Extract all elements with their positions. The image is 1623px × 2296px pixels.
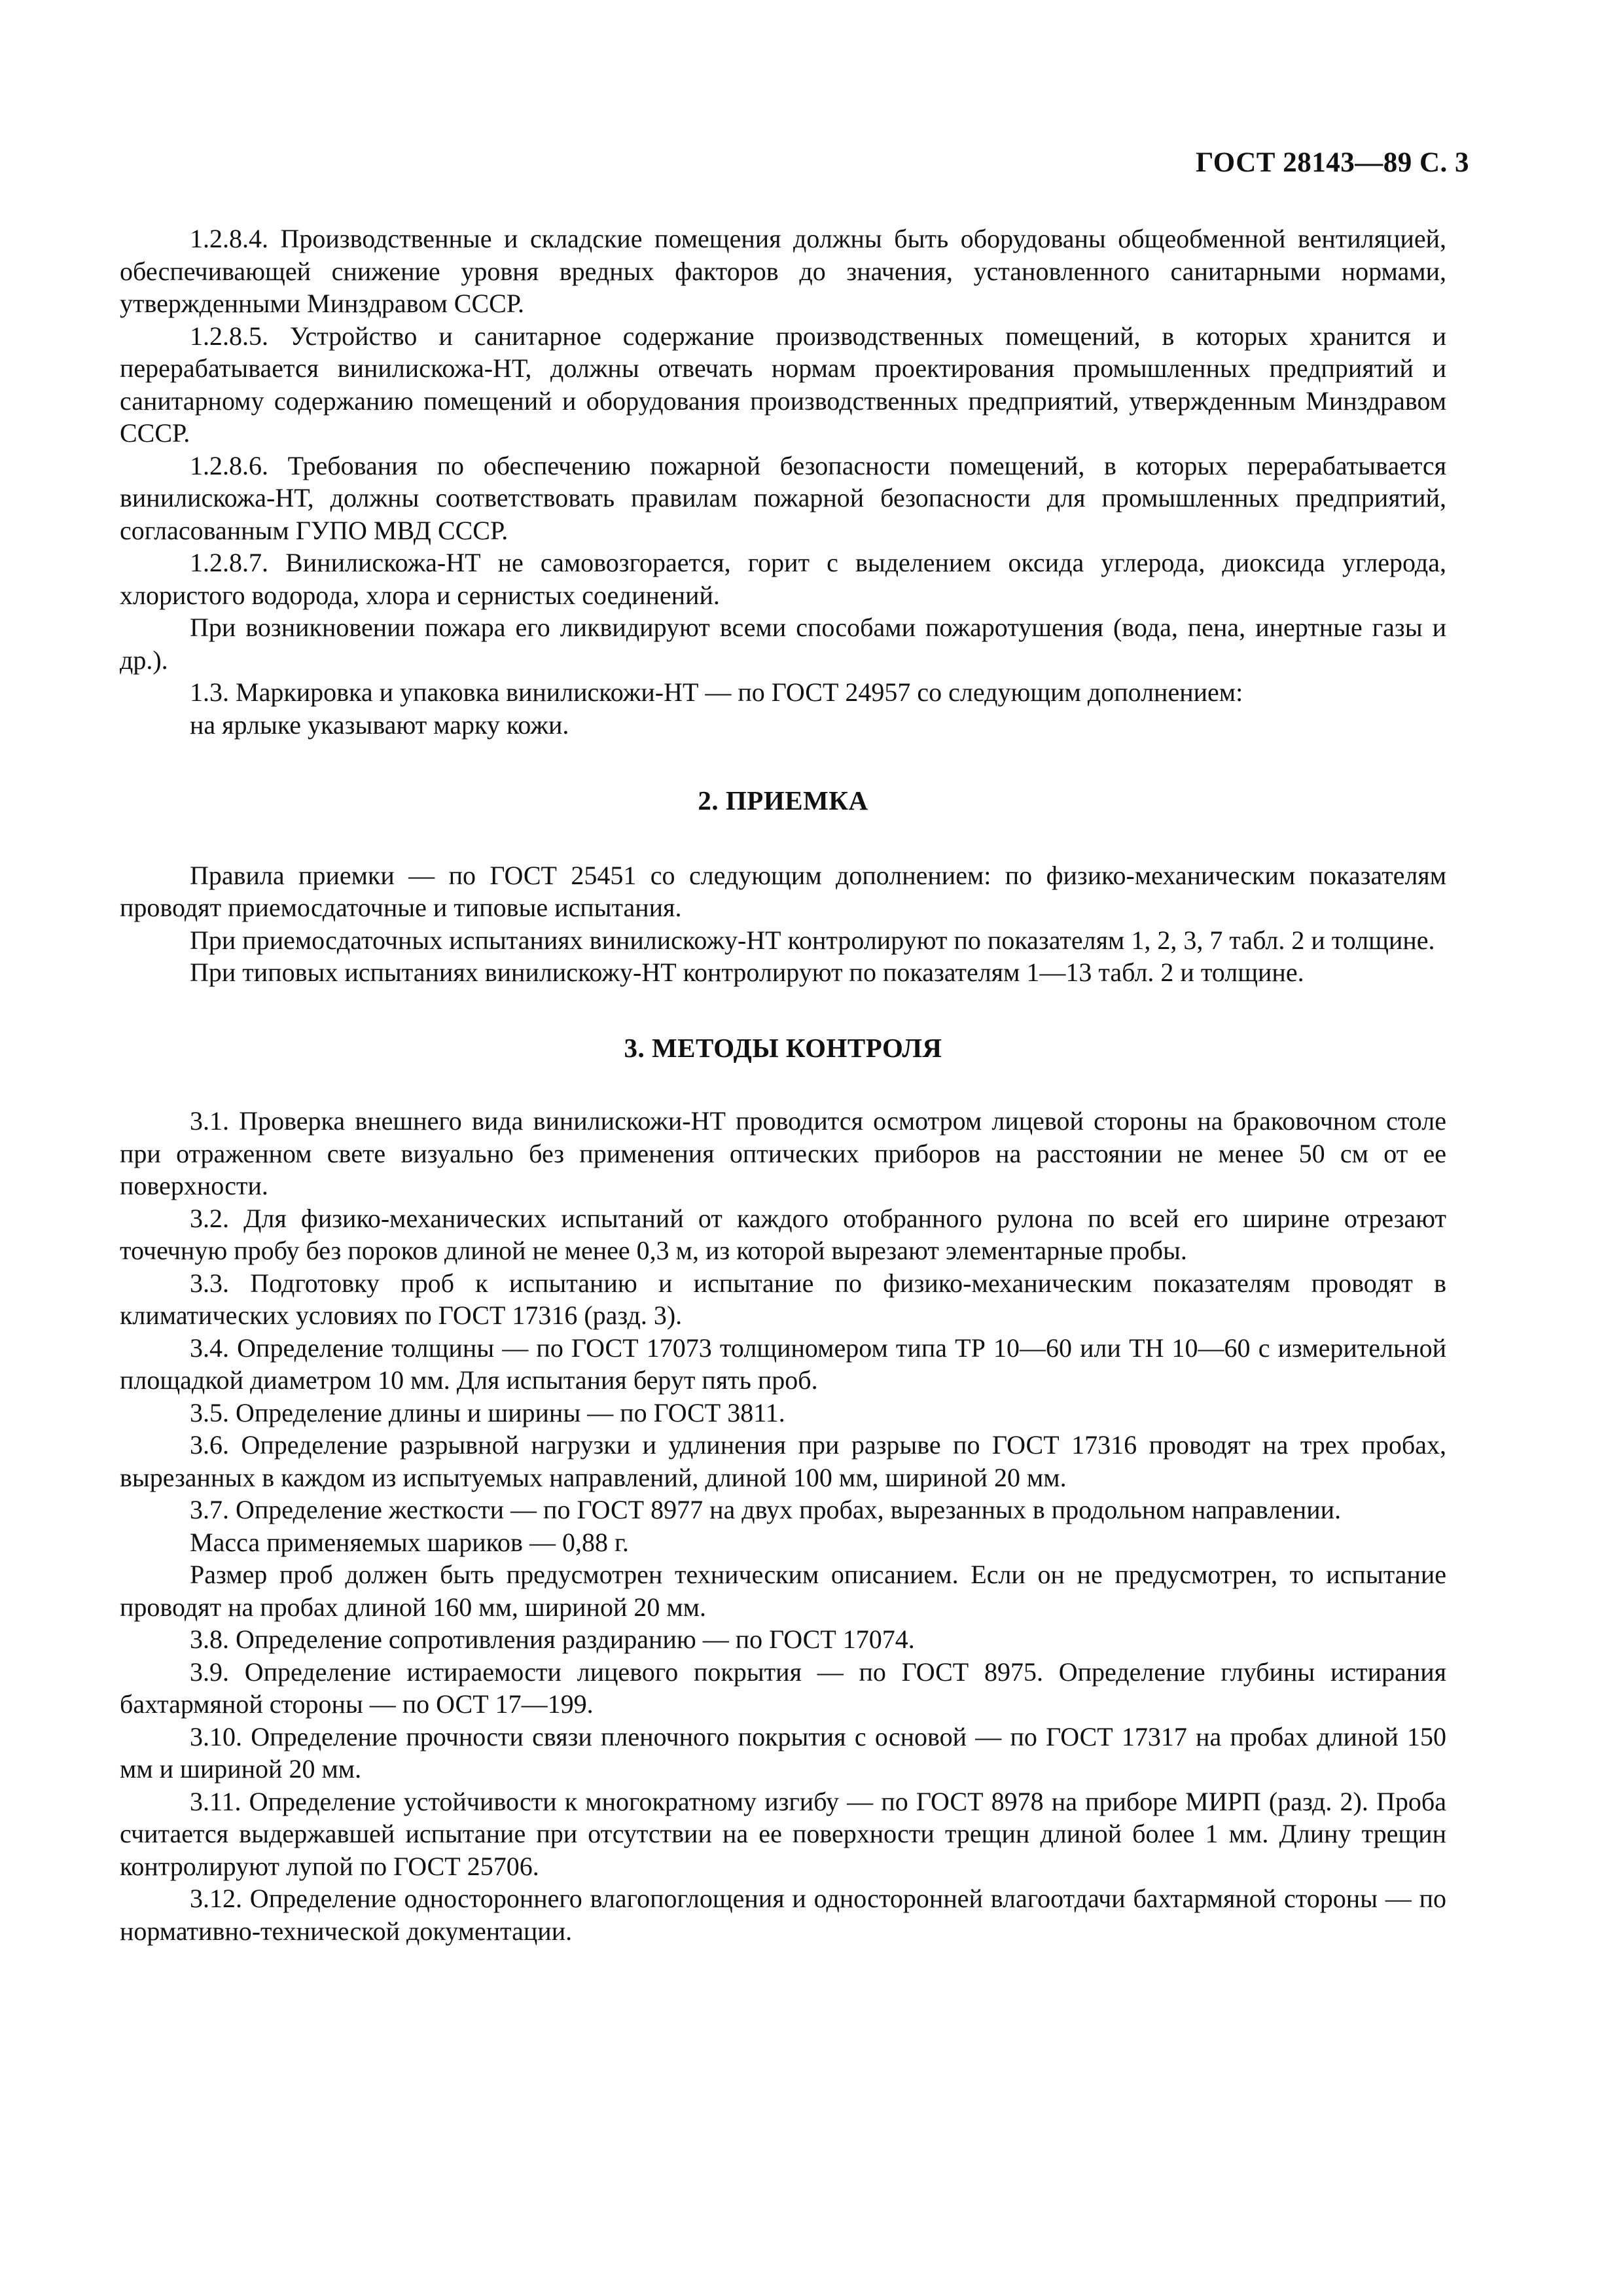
section-title-test-methods: 3. МЕТОДЫ КОНТРОЛЯ	[624, 1032, 942, 1063]
paragraph-3-7: 3.7. Определение жесткости — по ГОСТ 8977 на двух пробах, вырезанных в продольном направлении.	[190, 1495, 1342, 1524]
paragraph-sample-size: Размер проб должен быть предусмотрен техническим описанием. Если он не предусмотрен, то испытание проводят на пробах длиной 160 мм, шириной 20 мм.	[120, 1560, 1446, 1622]
intro-block	[120, 223, 1446, 741]
paragraph-acceptance-rules: Правила приемки — по ГОСТ 25451 со следующим дополнением: по физико-механическим показателям проводят приемосдаточные и типовые испытания.	[120, 860, 1446, 922]
paragraph-3-12: 3.12. Определение одностороннего влагопоглощения и односторонней влагоотдачи бахтармяной стороны — по нормативно-технической документации.	[120, 1884, 1446, 1946]
running-header: ГОСТ 28143—89 С. 3	[1195, 147, 1469, 178]
paragraph-3-1: 3.1. Проверка внешнего вида винилискожи-НТ проводится осмотром лицевой стороны на браковочном столе при отраженном свете визуально без применения оптических приборов на расстоянии не менее 50 см от ее поверхности.	[120, 1106, 1446, 1200]
paragraph-1-2-8-4: 1.2.8.4. Производственные и складские помещения должны быть оборудованы общеобменной вентиляцией, обеспечивающей снижение уровня вредных факторов до значения, установленного санитарными нормами, утвержденными Минздравом СССР.	[120, 224, 1446, 318]
paragraph-ball-mass: Масса применяемых шариков — 0,88 г.	[190, 1527, 629, 1557]
paragraph-label-note: на ярлыке указывают марку кожи.	[190, 709, 569, 740]
section-test-methods	[120, 1105, 1446, 1947]
paragraph-3-6: 3.6. Определение разрывной нагрузки и удлинения при разрыве по ГОСТ 17316 проводят на трех пробах, вырезанных в каждом из испытуемых направлений, длиной 100 мм, шириной 20 мм.	[120, 1430, 1446, 1492]
paragraph-3-2: 3.2. Для физико-механических испытаний от каждого отобранного рулона по всей его ширине отрезают точечную пробу без пороков длиной не менее 0,3 м, из которой вырезают элементарные пробы.	[120, 1203, 1446, 1265]
paragraph-acceptance-tests: При приемосдаточных испытаниях винилискожу-НТ контролируют по показателям 1, 2, 3, 7 табл. 2 и толщине.	[190, 925, 1435, 955]
paragraph-fire-extinguishing: При возникновении пожара его ликвидируют всеми способами пожаротушения (вода, пена, инертные газы и др.).	[120, 613, 1446, 675]
paragraph-3-8: 3.8. Определение сопротивления раздиранию — по ГОСТ 17074.	[190, 1624, 915, 1654]
paragraph-3-4: 3.4. Определение толщины — по ГОСТ 17073 толщиномером типа ТР 10—60 или ТН 10—60 с измерительной площадкой диаметром 10 мм. Для испытания берут пять проб.	[120, 1333, 1446, 1395]
paragraph-1-3: 1.3. Маркировка и упаковка винилискожи-НТ — по ГОСТ 24957 со следующим дополнением:	[190, 677, 1243, 707]
paragraph-3-9: 3.9. Определение истираемости лицевого покрытия — по ГОСТ 8975. Определение глубины истирания бахтармяной стороны — по ОСТ 17—199.	[120, 1657, 1446, 1719]
paragraph-3-5: 3.5. Определение длины и ширины — по ГОСТ 3811.	[190, 1397, 785, 1427]
section-title-acceptance: 2. ПРИЕМКА	[698, 785, 868, 816]
paragraph-type-tests: При типовых испытаниях винилискожу-НТ контролируют по показателям 1—13 табл. 2 и толщине.	[190, 958, 1304, 987]
paragraph-1-2-8-7: 1.2.8.7. Винилискожа-НТ не самовозгорается, горит с выделением оксида углерода, диоксида углерода, хлористого водорода, хлора и сернистых соединений.	[120, 548, 1446, 610]
paragraph-3-3: 3.3. Подготовку проб к испытанию и испытание по физико-механическим показателям проводят в климатических условиях по ГОСТ 17316 (разд. 3).	[120, 1268, 1446, 1330]
paragraph-1-2-8-6: 1.2.8.6. Требования по обеспечению пожарной безопасности помещений, в которых перерабатывается винилискожа-НТ, должны соответствовать правилам пожарной безопасности для промышленных предприятий, согласованным ГУПО МВД СССР.	[120, 450, 1446, 545]
paragraph-3-10: 3.10. Определение прочности связи пленочного покрытия с основой — по ГОСТ 17317 на пробах длиной 150 мм и шириной 20 мм.	[120, 1721, 1446, 1784]
document-body	[120, 223, 1446, 1947]
section-acceptance	[120, 859, 1446, 989]
paragraph-1-2-8-5: 1.2.8.5. Устройство и санитарное содержание производственных помещений, в которых хранится и перерабатывается винилискожа-НТ, должны отвечать нормам проектирования промышленных предприятий и санитарному содержанию помещений и оборудования производственных предприятий, утвержденным Минздравом СССР.	[120, 321, 1446, 448]
paragraph-3-11: 3.11. Определение устойчивости к многократному изгибу — по ГОСТ 8978 на приборе МИРП (разд. 2). Проба считается выдержавшей испытание при отсутствии на ее поверхности трещин длиной более 1 мм. Длину трещин контролируют лупой по ГОСТ 25706.	[120, 1786, 1446, 1881]
